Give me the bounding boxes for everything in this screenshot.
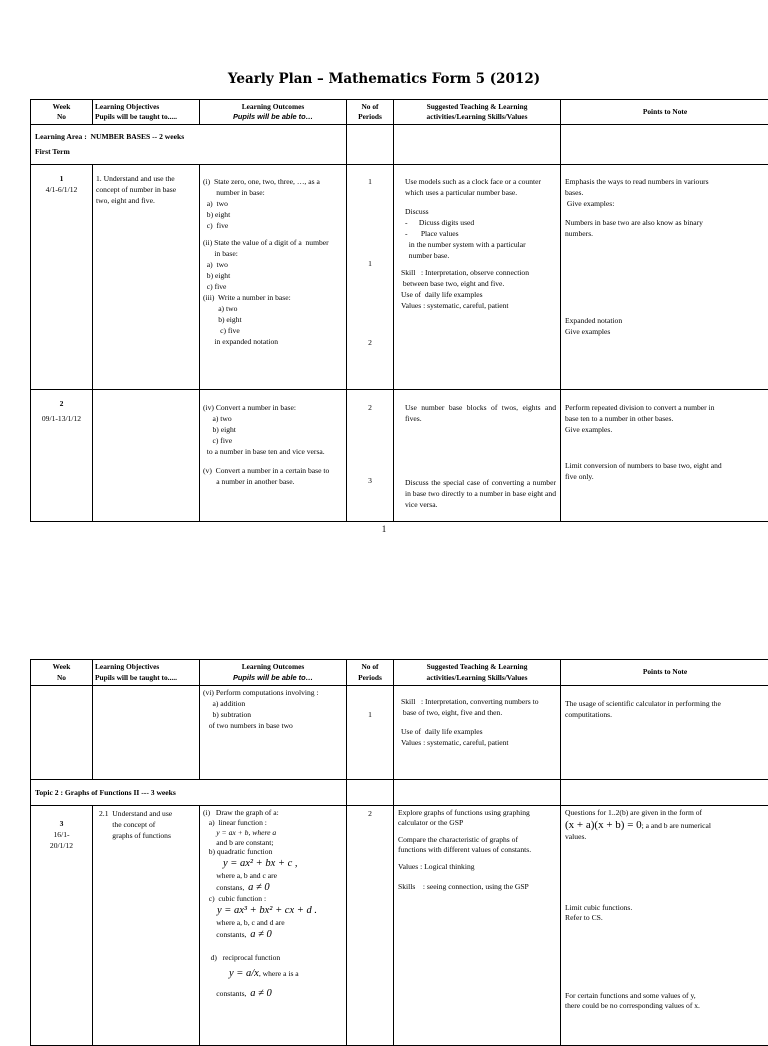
reciprocal-equation: y = a/x xyxy=(229,968,259,979)
activities-cell: Skill : Interpretation, converting numbers to base of two, eight, five and then. Use of daily life examples Values : systematic, careful, patient xyxy=(394,686,561,780)
objectives-cell xyxy=(93,390,200,522)
notes-cell: The usage of scientific calculator in performing the computitations. xyxy=(561,686,768,780)
table-row xyxy=(31,686,768,780)
outcomes-cell: (vi) Perform computations involving : a) addition b) subtration of two numbers in base two xyxy=(200,686,347,780)
activities-cell: Use number base blocks of twos, eights and fives. Discuss the special case of converting a number in base two directly to a number in base eight and vice versa. xyxy=(394,390,561,522)
topic-title: Topic 2 : Graphs of Functions II --- 3 weeks xyxy=(31,780,347,806)
notes-cell: Questions for 1..2(b) are given in the form of (x + a)(x + b) = 0; a and b are numerical values. Limit cubic functions. Refer to CS. For certain functions and some values of y, there could be no corresponding values of x. xyxy=(561,806,768,1046)
periods-cell: 2 xyxy=(347,806,394,1046)
table-row xyxy=(31,165,768,390)
outcomes-cell: (i) Draw the graph of a: a) linear function : y = ax + b, where a and b are constant; b) quadratic function y = ax² + bx + c , where a, b and c are constans, a ≠ 0 c) cubic function : y = ax³ + bx² + cx + d . where a, b, c and d are constants, a ≠ 0 d) reciprocal function y = a/x, where a is a constants, a ≠ 0 xyxy=(200,806,347,1046)
table-row xyxy=(31,390,768,522)
learning-area: Learning Area : NUMBER BASES -- 2 weeks xyxy=(35,131,346,142)
header-points: Points to Note xyxy=(561,660,768,686)
header-objectives: Learning Objectives Pupils will be taught to..... xyxy=(93,100,200,125)
term-label: First Term xyxy=(35,146,346,157)
header-activities: Suggested Teaching & Learning activities/Learning Skills/Values xyxy=(394,660,561,686)
outcomes-cell: (iv) Convert a number in base: a) two b) eight c) five to a number in base ten and vice versa. (v) Convert a number in a certain base to a number in another base. xyxy=(200,390,347,522)
learning-area-cell xyxy=(31,125,347,165)
header-week: Week No xyxy=(31,100,93,125)
activities-cell: Explore graphs of functions using graphing calculator or the GSP Compare the characteristic of graphs of functions with different values of constants. Values : Logical thinking Skills : seeing connection, using the GSP xyxy=(394,806,561,1046)
header-points: Points to Note xyxy=(561,100,768,125)
header-outcomes: Learning Outcomes Pupils will be able to… xyxy=(200,100,347,125)
objectives-cell: 2.1 Understand and use the concept of graphs of functions xyxy=(93,806,200,1046)
table-row xyxy=(31,806,768,1046)
yearly-plan-table-2 xyxy=(30,659,768,1046)
header-objectives: Learning Objectives Pupils will be taught to..... xyxy=(93,660,200,686)
periods-cell: 1 1 2 xyxy=(347,165,394,390)
header-periods: No of Periods xyxy=(347,660,394,686)
week-cell: 1 4/1-6/1/12 xyxy=(31,165,93,390)
notes-cell: Emphasis the ways to read numbers in variours bases. Give examples: Numbers in base two are also know as binary numbers. Expanded notation Give examples xyxy=(561,165,768,390)
header-periods: No of Periods xyxy=(347,100,394,125)
page-number: 1 xyxy=(0,524,768,534)
cubic-equation: y = ax³ + bx² + cx + d . xyxy=(203,904,346,918)
notes-cell: Perform repeated division to convert a number in base ten to a number in other bases. Give examples. Limit conversion of numbers to base two, eight and five only. xyxy=(561,390,768,522)
periods-cell: 2 3 xyxy=(347,390,394,522)
page-title: Yearly Plan – Mathematics Form 5 (2012) xyxy=(0,71,768,87)
outcomes-cell: (i) State zero, one, two, three, …, as a number in base: a) two b) eight c) five (ii) State the value of a digit of a number in base: a) two b) eight c) five (iii) Write a number in base: a) two b) eight c) five in expanded notation xyxy=(200,165,347,390)
week-cell: 3 16/1- 20/1/12 xyxy=(31,806,93,1046)
factor-equation: (x + a)(x + b) = 0 xyxy=(565,819,642,831)
periods-cell: 1 xyxy=(347,686,394,780)
yearly-plan-table-1 xyxy=(30,99,768,522)
quadratic-equation: y = ax² + bx + c , xyxy=(203,857,346,871)
objectives-cell: 1. Understand and use the concept of number in base two, eight and five. xyxy=(93,165,200,390)
week-cell: 2 09/1-13/1/12 xyxy=(31,390,93,522)
header-outcomes: Learning Outcomes Pupils will be able to… xyxy=(200,660,347,686)
activities-cell: Use models such as a clock face or a counter which uses a particular number base. Discuss - Dicuss digits used - Place values in the number system with a particular number base. Skill : Interpretation, observe connection between base two, eight and five. Use of daily life examples Values : systematic, careful, patient xyxy=(394,165,561,390)
header-week: Week No xyxy=(31,660,93,686)
header-activities: Suggested Teaching & Learning activities/Learning Skills/Values xyxy=(394,100,561,125)
